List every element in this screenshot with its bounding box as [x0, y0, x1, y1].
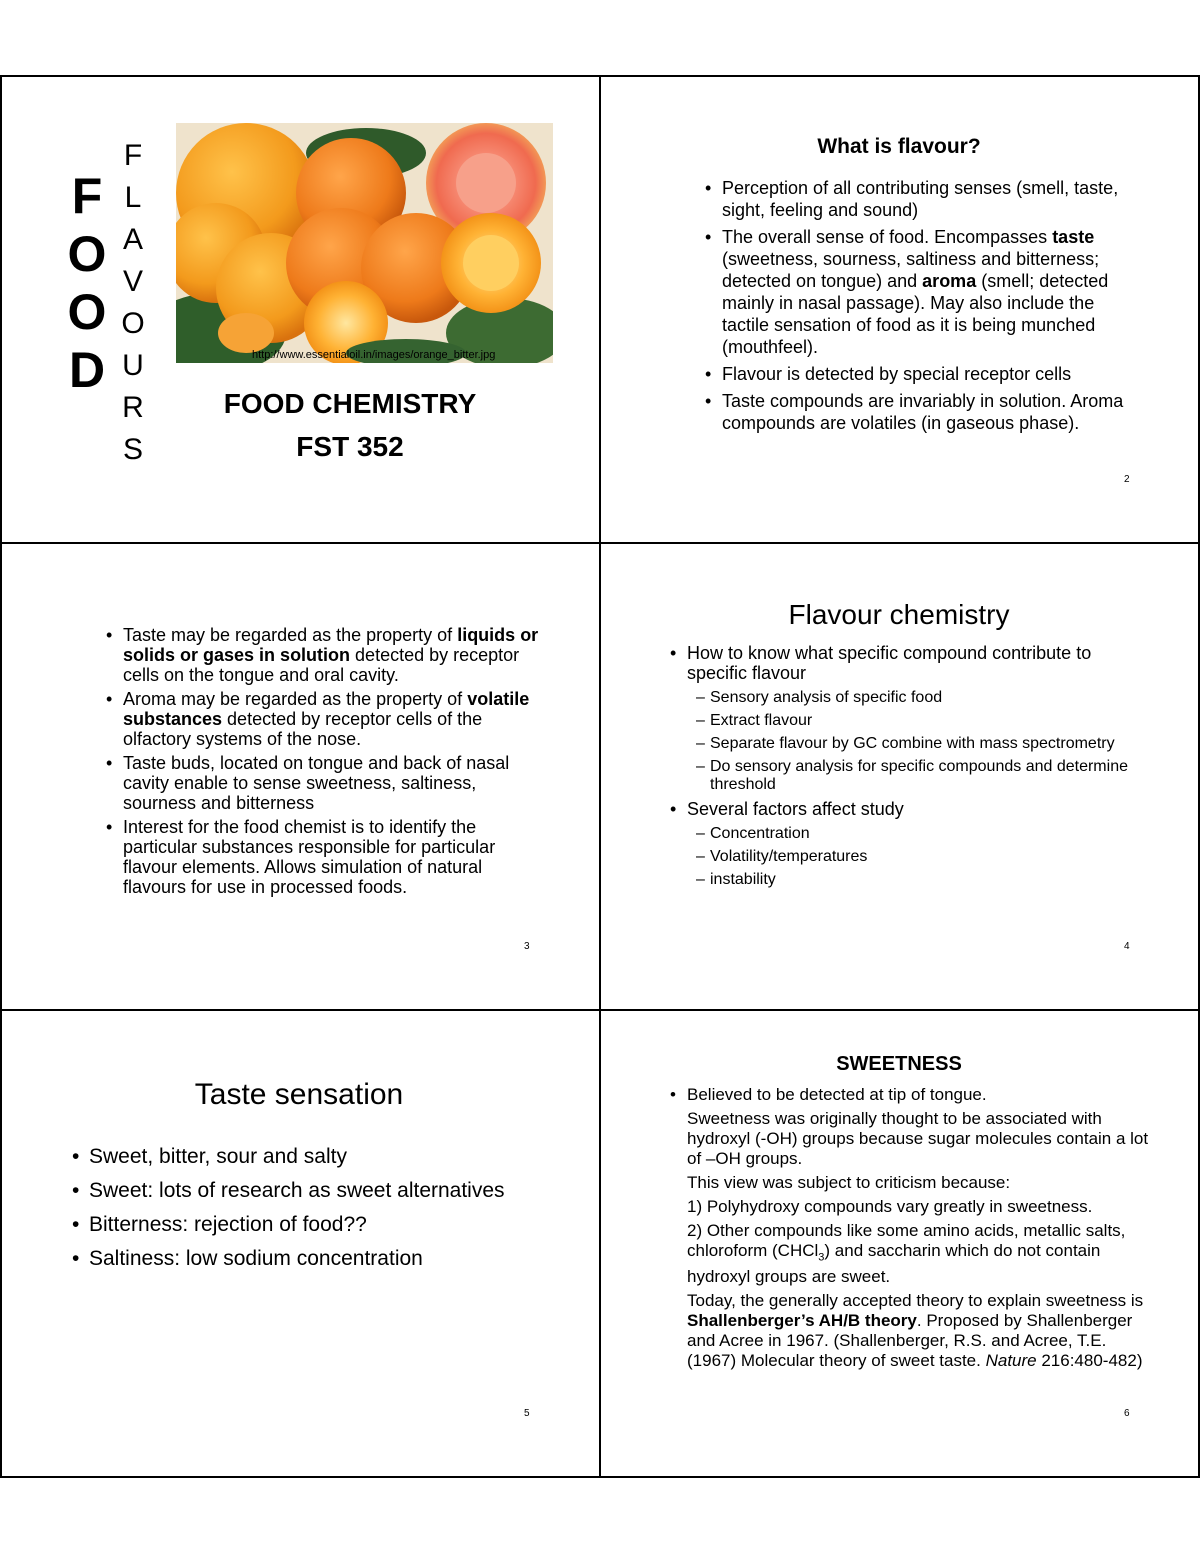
sub-list-item: – Extract flavour	[710, 712, 1147, 730]
page-number: 4	[1124, 941, 1130, 952]
sub-list-item: – instability	[710, 871, 1147, 889]
oranges-photo	[176, 123, 553, 363]
list-item: • Flavour is detected by special receptor cells	[722, 363, 1142, 385]
paragraph: This view was subject to criticism because:	[687, 1173, 1011, 1192]
page-number: 2	[1124, 474, 1130, 485]
list-item: • Taste compounds are invariably in solution. Aroma compounds are volatiles (in gaseous phase).	[722, 390, 1142, 434]
list-item: • Several factors affect study – Concentration – Volatility/temperatures – instability	[687, 799, 1147, 889]
slide6-bullets	[687, 1085, 1157, 1105]
sub-list-item: – Separate flavour by GC combine with mass spectrometry	[710, 735, 1147, 753]
page-number: 3	[524, 941, 530, 952]
paragraph: Today, the generally accepted theory to explain sweetness is Shallenberger’s AH/B theory. Proposed by Shallenberger and Acree in 1967. (Shallenberger, R.S. and Acree, T.E. (1967) Molecular theory of sweet taste. Nature 216:480-482)	[687, 1291, 1144, 1371]
slide2-bullets	[722, 177, 1142, 439]
flavours-letter: O	[121, 307, 145, 340]
course-title: FOOD CHEMISTRY	[223, 388, 477, 419]
slide4-title: Flavour chemistry	[788, 599, 1010, 630]
food-letter: F	[71, 168, 103, 224]
page-number: 5	[524, 1408, 530, 1419]
paragraph: Sweetness was originally thought to be associated with hydroxyl (-OH) groups because sugar molecules contain a lot of –OH groups.	[687, 1109, 1149, 1168]
list-item: • Believed to be detected at tip of tongue.	[687, 1085, 1157, 1105]
slide6-title: SWEETNESS	[836, 1053, 962, 1075]
slide5-bullets	[89, 1143, 529, 1279]
sub-list-item: – Do sensory analysis for specific compounds and determine threshold	[710, 758, 1147, 794]
list-item: • How to know what specific compound contribute to specific flavour – Sensory analysis of specific food – Extract flavour – Separate flavour by GC combine with mass spectrometry – Do sensory analysis for specific compounds and determine threshold	[687, 643, 1147, 794]
sub-list	[687, 689, 1147, 794]
oranges-illustration	[176, 123, 553, 363]
divider-vertical	[599, 75, 601, 1478]
slide4-bullets	[687, 643, 1147, 894]
flavours-vertical-word	[118, 135, 148, 471]
list-item: • Aroma may be regarded as the property of volatile substances detected by receptor cells of the olfactory systems of the nose.	[123, 689, 543, 749]
sub-list-item: – Volatility/temperatures	[710, 848, 1147, 866]
divider-row-2	[0, 1009, 1200, 1011]
slide3-bullets	[123, 625, 543, 901]
flavours-letter: L	[124, 181, 142, 214]
food-letter: D	[68, 342, 106, 398]
paragraph: 2) Other compounds like some amino acids, metallic salts, chloroform (CHCl$_3$) and saccharin which do not contain hydroxyl groups are sweet.	[687, 1221, 1126, 1287]
flavours-letter: F	[123, 139, 143, 172]
list-item: • Taste may be regarded as the property of liquids or solids or gases in solution detected by receptor cells on the tongue and oral cavity.	[123, 625, 543, 685]
sub-list-item: – Concentration	[710, 825, 1147, 843]
flavours-letter: S	[122, 433, 143, 466]
food-vertical-word	[62, 167, 112, 399]
slide2-title: What is flavour?	[817, 135, 981, 158]
border-left	[0, 75, 2, 1478]
sub-list-item: – Sensory analysis of specific food	[710, 689, 1147, 707]
flavours-letter: V	[122, 265, 143, 298]
paragraph: 1) Polyhydroxy compounds vary greatly in sweetness.	[687, 1197, 1093, 1216]
divider-row-1	[0, 542, 1200, 544]
flavours-letter: A	[122, 223, 143, 256]
flavours-letter: R	[122, 391, 144, 424]
food-letter: O	[67, 226, 107, 282]
list-item: • Perception of all contributing senses (smell, taste, sight, feeling and sound)	[722, 177, 1142, 221]
list-item: • Sweet: lots of research as sweet alternatives	[89, 1177, 529, 1205]
list-item: • Interest for the food chemist is to identify the particular substances responsible for particular flavour elements. Allows simulation of natural flavours for use in processed foods.	[123, 817, 543, 897]
food-letter: O	[67, 284, 107, 340]
list-item: • Saltiness: low sodium concentration	[89, 1245, 529, 1273]
page-number: 6	[1124, 1408, 1130, 1419]
image-url-caption: http://www.essentialoil.in/images/orange_bitter.jpg	[252, 349, 496, 361]
list-item: • Bitterness: rejection of food??	[89, 1211, 529, 1239]
sub-list	[687, 825, 1147, 889]
list-item: • Sweet, bitter, sour and salty	[89, 1143, 529, 1171]
course-code: FST 352	[296, 431, 404, 462]
flavours-letter: U	[122, 349, 144, 382]
handout-page	[0, 75, 1200, 1478]
slide6-body	[687, 1085, 1157, 1375]
slide5-title: Taste sensation	[194, 1078, 404, 1111]
list-item: • Taste buds, located on tongue and back of nasal cavity enable to sense sweetness, saltiness, sourness and bitterness	[123, 753, 543, 813]
list-item: • The overall sense of food. Encompasses taste (sweetness, sourness, saltiness and bitterness; detected on tongue) and aroma (smell; detected mainly in nasal passage). May also include the tactile sensation of food as it is being munched (mouthfeel).	[722, 226, 1142, 358]
